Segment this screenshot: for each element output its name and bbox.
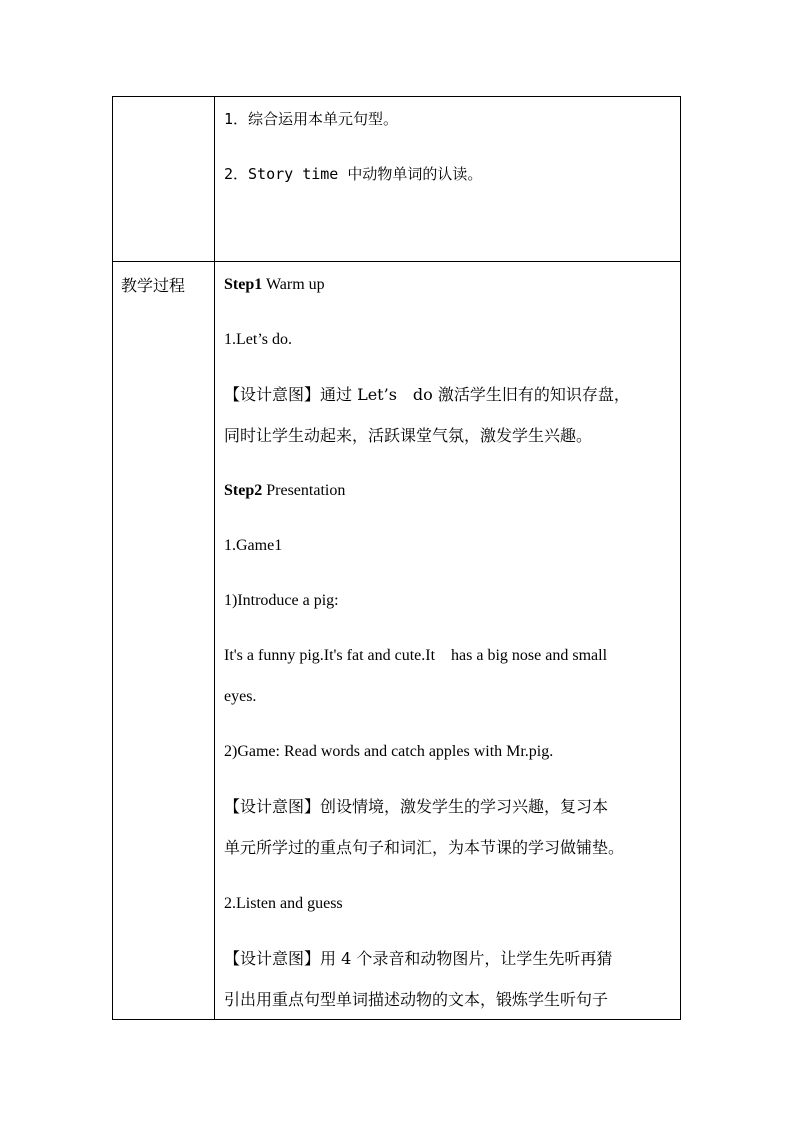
step2-heading (224, 481, 345, 501)
pig-description-line-2: eyes. (224, 688, 257, 705)
objectives-row (113, 97, 681, 262)
step2-item-2: 2.Listen and guess (224, 895, 343, 912)
objective-line-1: 1．综合运用本单元句型。 (224, 110, 399, 128)
intent3-line-2: 引出用重点句型单词描述动物的文本，锻炼学生听句子 (224, 990, 609, 1009)
intent1-line-1: 【设计意图】通过 Let’s do 激活学生旧有的知识存盘， (224, 385, 630, 404)
process-row (113, 262, 681, 1020)
step2-item-1: 1.Game1 (224, 537, 283, 554)
pig-description-line-1: It's a funny pig.It's fat and cute.It has a big nose and small (224, 647, 608, 664)
step1-subtitle: Warm up (265, 276, 325, 293)
process-content-cell (215, 262, 681, 1020)
objectives-content-cell (215, 97, 681, 262)
step1-item-1: 1.Let’s do. (224, 331, 292, 348)
process-label-cell (113, 262, 215, 1020)
lesson-plan-table (112, 96, 681, 1020)
process-label: 教学过程 (121, 276, 186, 295)
intent2-line-2: 单元所学过的重点句子和词汇，为本节课的学习做铺垫。 (224, 838, 625, 857)
intent2-line-1: 【设计意图】创设情境，激发学生的学习兴趣，复习本 (224, 797, 609, 816)
step2-item-1a: 1)Introduce a pig: (224, 592, 339, 609)
step2-item-1b: 2)Game: Read words and catch apples with Mr.pig. (224, 743, 554, 760)
intent1-line-2: 同时让学生动起来，活跃课堂气氛，激发学生兴趣。 (224, 426, 593, 445)
step2-subtitle: Presentation (266, 482, 346, 499)
intent3-line-1: 【设计意图】用 4 个录音和动物图片，让学生先听再猜 (224, 949, 613, 968)
objectives-label-cell (113, 97, 215, 262)
step1-title: Step1 (224, 276, 263, 293)
step1-heading (224, 275, 325, 295)
objective-line-2: 2．Story time 中动物单词的认读。 (224, 165, 483, 183)
step2-title: Step2 (224, 482, 263, 499)
